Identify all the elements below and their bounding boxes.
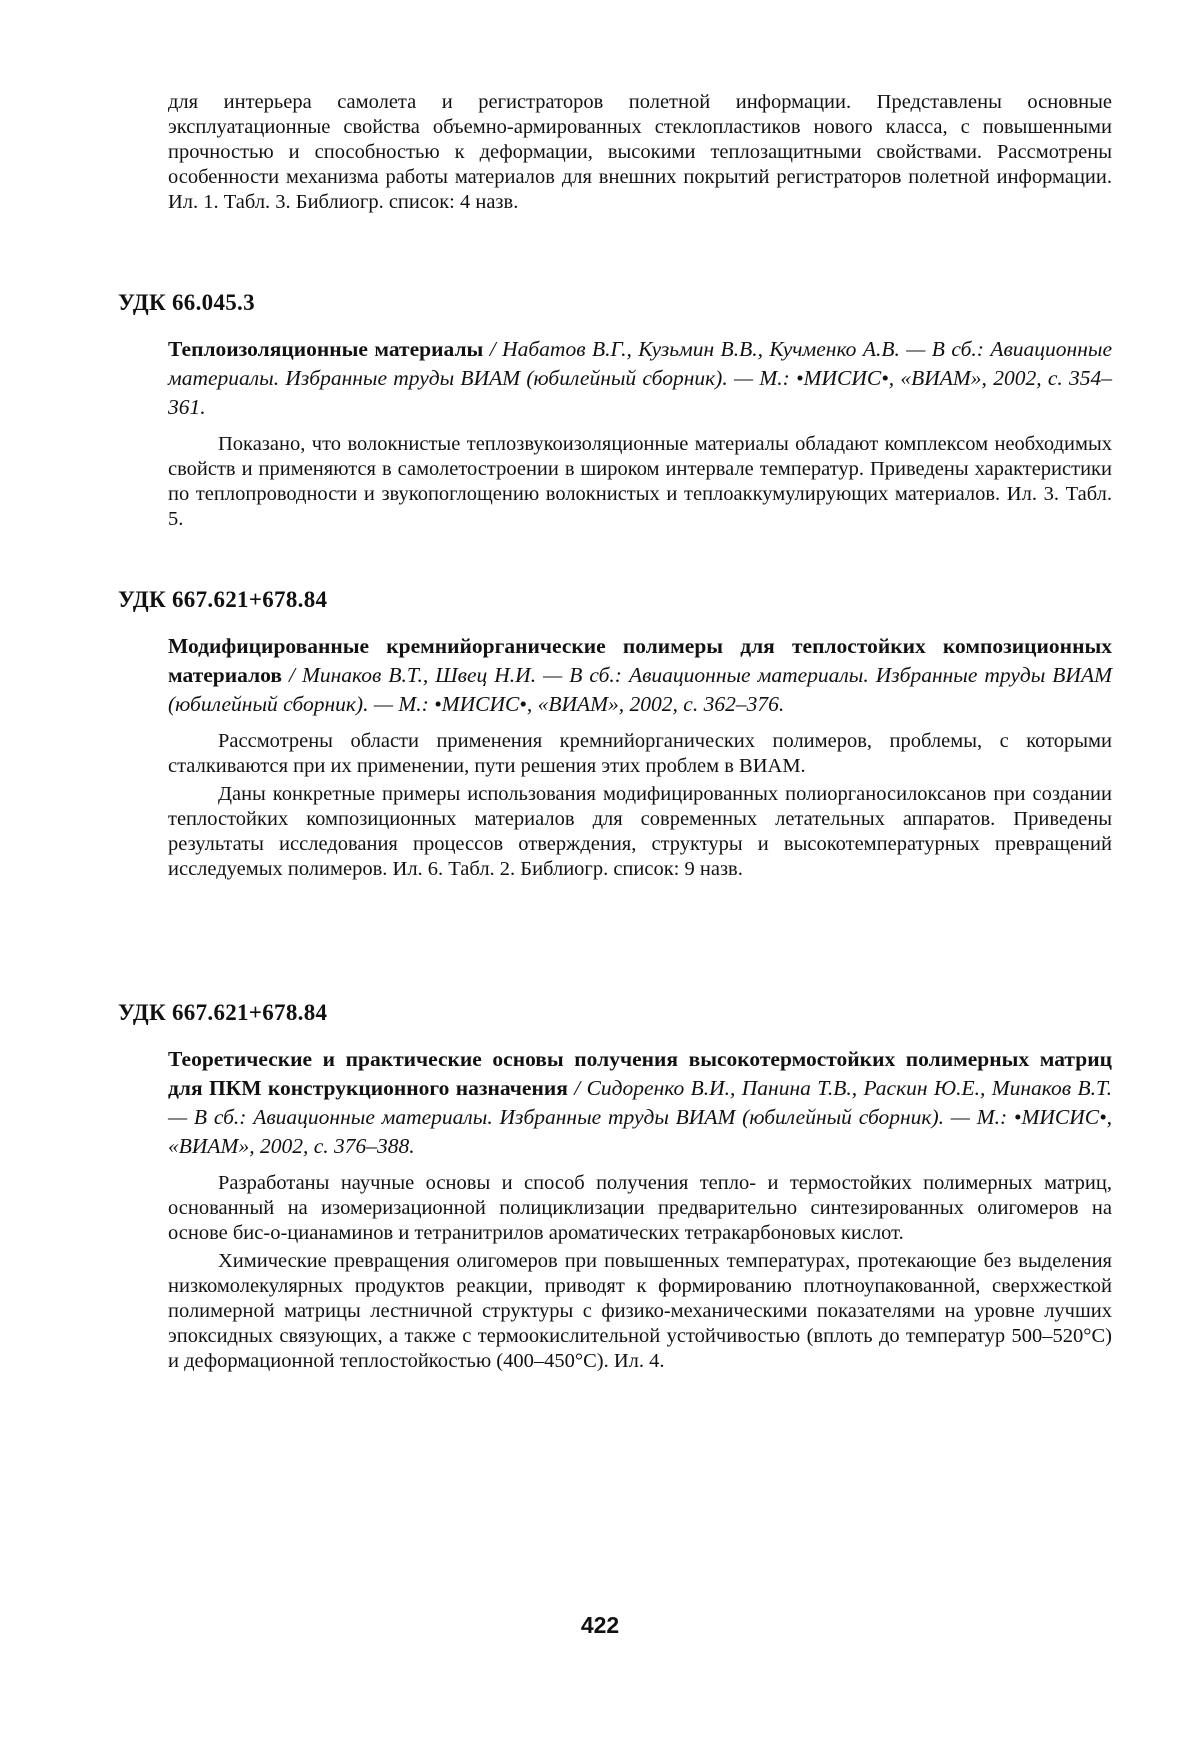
entry-reference: / Минаков В.Т., Швец Н.И. — В сб.: Авиационные материалы. Избранные труды ВИАМ (юбилейный сборник). — М.: •МИСИС•, «ВИАМ», 2002, с. 362–376. xyxy=(168,663,1112,716)
page-number: 422 xyxy=(580,1612,620,1638)
abstract-paragraph: Химические превращения олигомеров при повышенных температурах, протекающие без выделения низкомолекулярных продуктов реакции, приводят к формированию плотноупакованной, сверхжесткой полимерной матрицы лестничной структуры с физико-механическими показателями на уровне лучших эпоксидных связующих, а также с термоокислительной устойчивостью (вплоть до температур 500–520°С) и деформационной теплостойкостью (400–450°С). Ил. 4. xyxy=(168,1250,1112,1372)
entry-title: Модифицированные кремнийорганические полимеры для теплостойких композиционных материалов xyxy=(168,634,1112,687)
abstract-paragraph: Рассмотрены области применения кремнийорганических полимеров, проблемы, с которыми сталкиваются при их применении, пути решения этих проблем в ВИАМ. xyxy=(168,730,1112,777)
entry-citation xyxy=(168,335,1112,422)
abstract-entry xyxy=(118,290,1112,532)
udk-code: УДК 667.621+678.84 xyxy=(118,1000,328,1025)
udk-code: УДК 667.621+678.84 xyxy=(118,587,328,612)
entry-reference: / Сидоренко В.И., Панина Т.В., Раскин Ю.Е., Минаков В.Т. — В сб.: Авиационные материалы. Избранные труды ВИАМ (юбилейный сборник). — М.: •МИСИС•, «ВИАМ», 2002, с. 376–388. xyxy=(168,1076,1112,1158)
entry-title: Теплоизоляционные материалы xyxy=(168,337,484,361)
entry-citation xyxy=(168,632,1112,719)
entry-citation xyxy=(168,1045,1112,1161)
continuation-paragraph: для интерьера самолета и регистраторов полетной информации. Представлены основные эксплуатационные свойства объемно-армированных стеклопластиков нового класса, с повышенными прочностью и способностью к деформации, высокими теплозащитными свойствами. Рассмотрены особенности механизма работы материалов для внешних покрытий регистраторов полетной информации. Ил. 1. Табл. 3. Библиогр. список: 4 назв. xyxy=(168,91,1112,213)
entry-reference: / Набатов В.Г., Кузьмин В.В., Кучменко А.В. — В сб.: Авиационные материалы. Избранные труды ВИАМ (юбилейный сборник). — М.: •МИСИС•, «ВИАМ», 2002, с. 354–361. xyxy=(168,337,1112,419)
entry-title: Теоретические и практические основы получения высокотермостойких полимерных матриц для ПКМ конструкционного назначения xyxy=(168,1047,1112,1100)
abstract-paragraph: Показано, что волокнистые теплозвукоизоляционные материалы обладают комплексом необходимых свойств и применяются в самолетостроении в широком интервале температур. Приведены характеристики по теплопроводности и звукопоглощению волокнистых и теплоаккумулирующих материалов. Ил. 3. Табл. 5. xyxy=(168,433,1112,530)
abstract-entry xyxy=(118,587,1112,882)
abstract-entry xyxy=(118,1000,1112,1374)
udk-code: УДК 66.045.3 xyxy=(118,290,255,315)
abstract-paragraph: Разработаны научные основы и способ получения тепло- и термостойких полимерных матриц, основанный на изомеризационной полициклизации предварительно синтезированных олигомеров на основе бис-о-цианаминов и тетранитрилов ароматических тетракарбоновых кислот. xyxy=(168,1172,1112,1244)
abstract-paragraph: Даны конкретные примеры использования модифицированных полиорганосилоксанов при создании теплостойких композиционных материалов для современных летательных аппаратов. Приведены результаты исследования процессов отверждения, структуры и высокотемпературных превращений исследуемых полимеров. Ил. 6. Табл. 2. Библиогр. список: 9 назв. xyxy=(168,783,1112,880)
